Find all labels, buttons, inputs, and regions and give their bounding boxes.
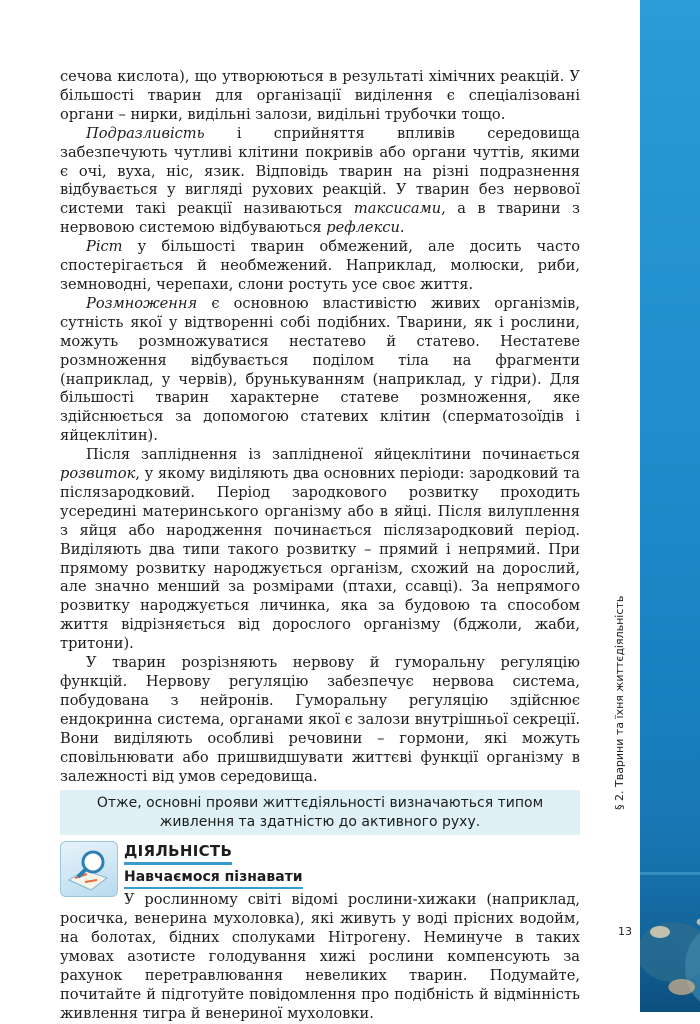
margin-strip bbox=[600, 0, 640, 1012]
activity-subtitle: Навчаємося пізнавати bbox=[124, 868, 303, 889]
term-italic: розвиток bbox=[60, 465, 136, 483]
activity-text bbox=[60, 891, 580, 1023]
section-caption bbox=[610, 595, 630, 810]
section-caption-text: § 2. Тварини та їхня життєдіяльність bbox=[613, 595, 626, 810]
body-paragraph bbox=[60, 295, 580, 446]
body-paragraph bbox=[60, 654, 580, 786]
paragraph-list bbox=[60, 68, 580, 786]
text-segment: є основною властивістю живих організмів, сутність якої у відтворенні собі подібних. Тварини, як і рослини, можуть розмножуватися нестатево й статево. Нестатеве розмноження відбувається поділом тіла на фрагменти (наприклад, у червів), брунькуванням (наприклад, у гідри). Для більшості тварин характерне статеве розмноження, яке здійснюється за допомогою статевих клітин (сперматозоїдів і яйцеклітин). bbox=[60, 294, 580, 445]
body-paragraph bbox=[60, 68, 580, 125]
body-paragraph bbox=[60, 446, 580, 654]
decorative-sidebar bbox=[640, 0, 700, 1012]
text-segment: . bbox=[399, 219, 405, 237]
magnifier-map-icon bbox=[60, 841, 118, 897]
text-segment: У тварин розрізняють нервову й гуморальну регуляцію функцій. Нервову регуляцію забезпечує нервова система, побудована з нейронів. Гуморальну регуляцію здійснює ендокринна система, органами якої є залози внутрішньої секреції. Вони виділяють особливі речовини – гормони, які можуть сповільнювати або пришвидшувати життєві функції організму в залежності від умов середовища. bbox=[60, 654, 580, 785]
term-italic: рефлекси bbox=[326, 219, 400, 237]
body-paragraph bbox=[60, 238, 580, 295]
activity-paragraph: У рослинному світі відомі рослини-хижаки (наприклад, росичка, венерина мухоловка), які живуть у воді прісних водойм, на болотах, бідних сполуками Нітрогену. Неминуче в таких умовах азотисте голодування хижі рослини компенсують за рахунок перетравлювання невеликих тварин. Подумайте, почитайте й підготуйте повідомлення про подібність й відмінність живлення тигра й венериної мухоловки. bbox=[60, 891, 580, 1022]
main-text bbox=[60, 68, 580, 1024]
term-italic: таксисами bbox=[353, 200, 442, 218]
activity-section bbox=[60, 841, 580, 1023]
text-segment: у більшості тварин обмежений, але досить часто спостерігається й необмежений. Наприклад, молюски, риби, земноводні, черепахи, слони ростуть усе своє життя. bbox=[60, 238, 580, 293]
text-segment: і сприйняття впливів середовища забезпечують чутливі клітини покривів або органи чуттів, якими є очі, вуха, ніс, язик. Відповідь тварин на різні подразнення відбувається у вигляді рухових реакцій. У тварин без нервової системи такі реакції називаються bbox=[60, 124, 580, 218]
page-number: 13 bbox=[618, 925, 632, 938]
text-segment: сечова кислота), що утворюються в результаті хімічних реакцій. У більшості тварин для організації виділення є спеціалізовані органи – нирки, видільні залози, видільні трубочки тощо. bbox=[60, 68, 580, 123]
term-italic: Розмноження bbox=[86, 294, 198, 312]
text-segment: , а в тварини з нервовою системою відбуваються bbox=[60, 200, 580, 237]
coral-reef-illustration bbox=[640, 752, 700, 1012]
term-italic: Подразливість bbox=[86, 124, 205, 142]
activity-title: ДІЯЛЬНІСТЬ bbox=[124, 841, 232, 865]
text-segment: Після запліднення із заплідненої яйцеклітини починається bbox=[86, 446, 580, 464]
body-paragraph bbox=[60, 125, 580, 238]
term-italic: Ріст bbox=[86, 238, 123, 256]
summary-box: Отже, основні прояви життєдіяльності визначаються типом живлення та здатністю до активного руху. bbox=[60, 790, 580, 835]
text-segment: , у якому виділяють два основних періоди: зародковий та післязародковий. Період зародкового розвитку проходить усередині материнського організму або в яйці. Після вилуплення з яйця або народження починається післязародковий період. Виділяють два типи такого розвитку – прямий і непрямий. При прямому розвитку народжується організм, схожий на дорослий, але значно менший за розмірами (птахи, ссавці). За непрямого розвитку народжується личинка, яка за будовою та способом життя відрізняється від дорослого організму (бджоли, жаби, тритони). bbox=[60, 465, 580, 653]
activity-header bbox=[124, 841, 580, 889]
